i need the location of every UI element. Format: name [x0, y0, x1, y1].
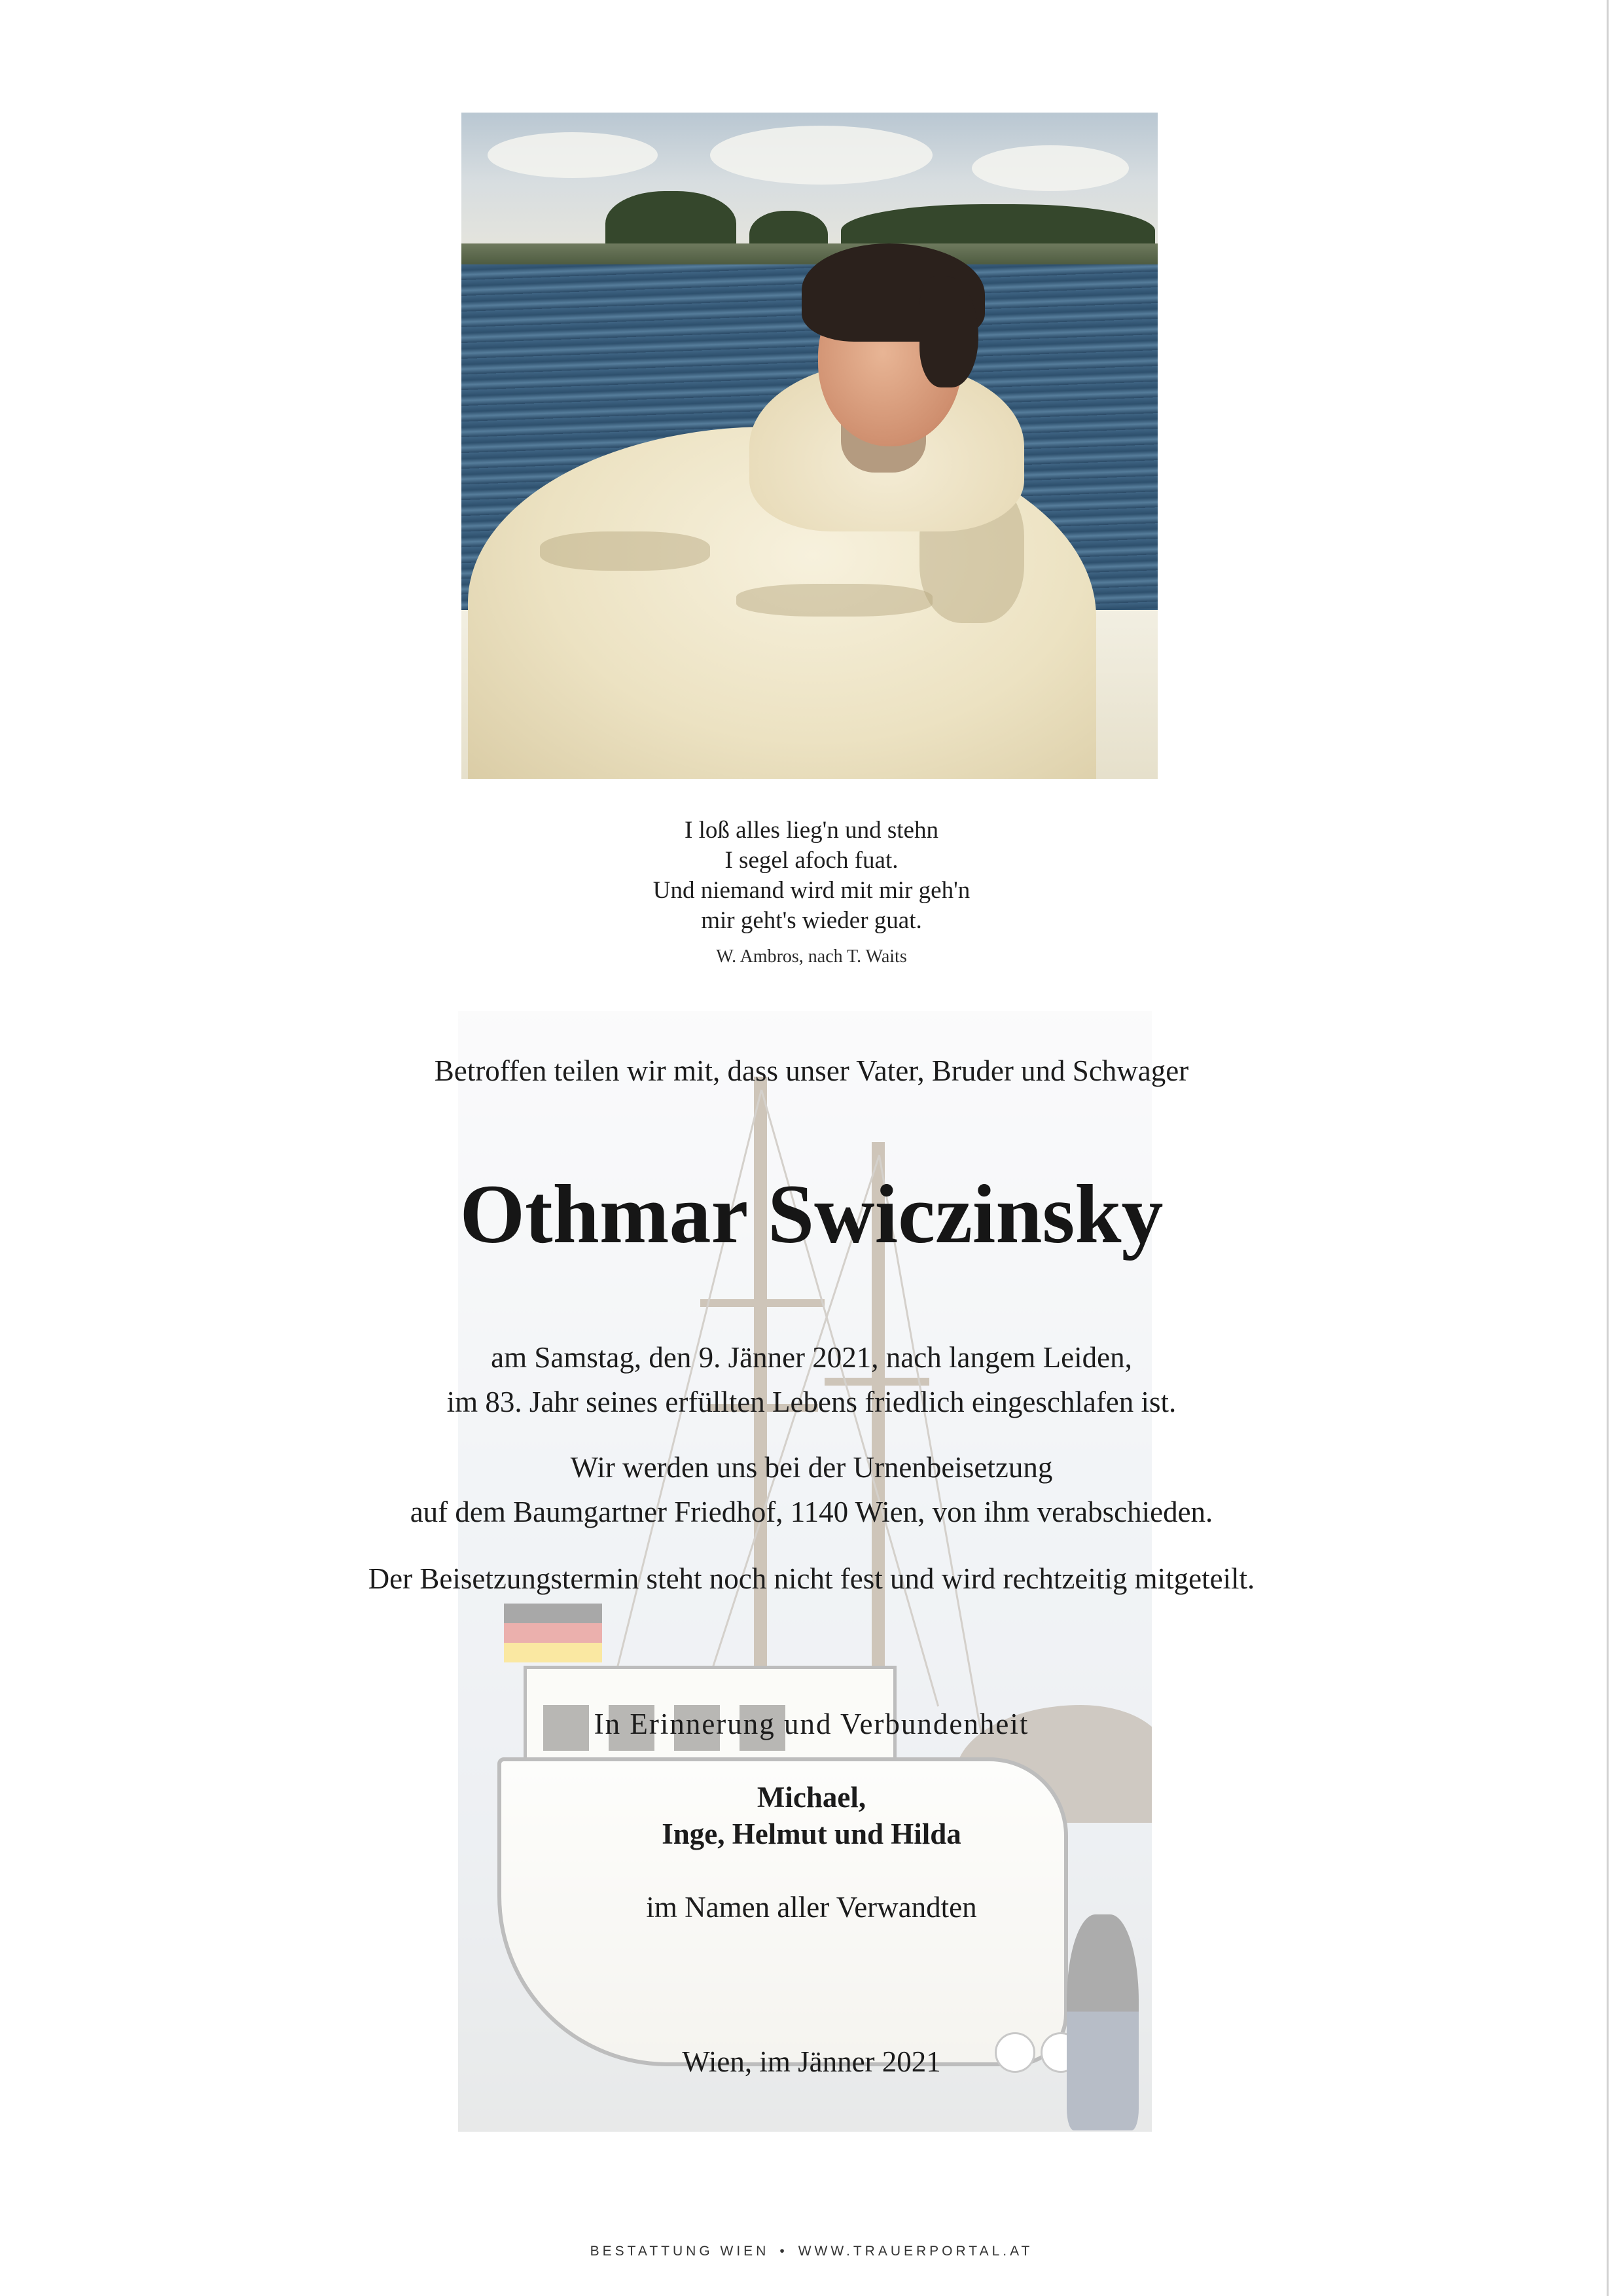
announcement-intro: Betroffen teilen wir mit, dass unser Vater, Bruder und Schwager [434, 1054, 1189, 1087]
german-flag-icon [504, 1604, 602, 1662]
poem-line: Und niemand wird mit mir geh'n [652, 877, 971, 904]
ship-yard [700, 1299, 825, 1307]
photo-jacket-fold [540, 531, 710, 571]
urn-burial-notice [0, 1445, 1623, 1534]
portrait-photo [461, 113, 1158, 779]
death-notice-line: am Samstag, den 9. Jänner 2021, nach langem Leiden, [491, 1341, 1132, 1374]
death-notice [0, 1335, 1623, 1424]
photo-cloud [972, 145, 1129, 191]
urn-notice-line: auf dem Baumgartner Friedhof, 1140 Wien, von ihm verabschieden. [410, 1496, 1213, 1528]
mourner-name: Michael, [757, 1781, 866, 1814]
deceased-name: Othmar Swiczinsky [459, 1168, 1164, 1261]
poem-line: mir geht's wieder guat. [701, 907, 922, 934]
footer-website-link[interactable]: WWW.TRAUERPORTAL.AT [798, 2244, 1033, 2259]
poem-line: I segel afoch fuat. [724, 847, 899, 874]
mourner-name: Inge, Helmut und Hilda [662, 1818, 961, 1850]
photo-jacket-fold [736, 584, 933, 617]
footer-funeral-home: BESTATTUNG WIEN [590, 2244, 770, 2259]
place-and-date: Wien, im Jänner 2021 [682, 2045, 941, 2078]
poem [0, 816, 1623, 969]
relatives-line: im Namen aller Verwandten [646, 1891, 977, 1924]
death-notice-line: im 83. Jahr seines erfüllten Lebens friedlich eingeschlafen ist. [446, 1386, 1177, 1418]
burial-date-note: Der Beisetzungstermin steht noch nicht fest und wird rechtzeitig mitgeteilt. [368, 1562, 1255, 1595]
poem-credit: W. Ambros, nach T. Waits [716, 946, 907, 967]
mourners [0, 1779, 1623, 1852]
photo-shore [461, 243, 1158, 266]
footer [0, 2242, 1623, 2261]
poem-line: I loß alles lieg'n und stehn [685, 817, 938, 844]
ship-photo-person [1067, 1914, 1139, 2130]
photo-cloud [710, 126, 933, 185]
memory-line: In Erinnerung und Verbundenheit [594, 1708, 1029, 1740]
urn-notice-line: Wir werden uns bei der Urnenbeisetzung [570, 1451, 1053, 1484]
footer-separator: • [779, 2244, 788, 2259]
photo-cloud [488, 132, 658, 178]
page-edge [1607, 0, 1609, 2296]
